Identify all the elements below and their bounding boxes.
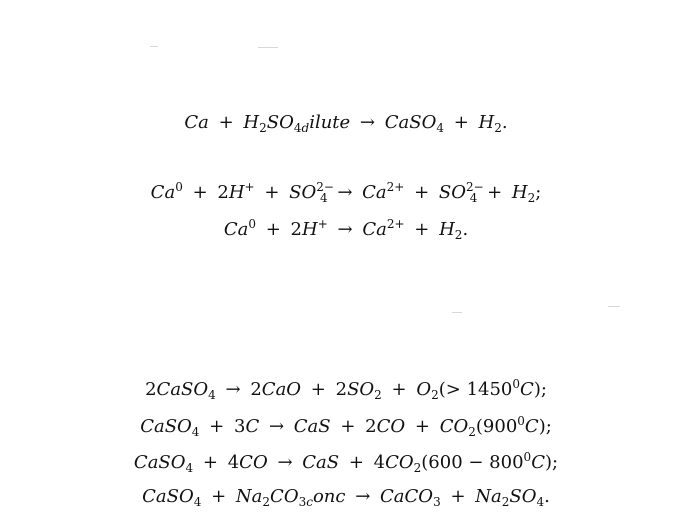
equation-lhs: $Ca^0 + 2H^+ + SO^{2-}_4$ xyxy=(150,180,334,205)
scan-speck xyxy=(608,306,620,307)
equation-rhs: $Ca^{2+} + H_2$. xyxy=(362,217,469,242)
equation-co-reduction xyxy=(0,452,692,474)
equation-lhs: Ca$^0$ + 2H+ xyxy=(223,217,328,240)
equation-lhs: CaSO$_4$ + 4CO xyxy=(133,452,268,475)
equation-lhs: $Ca + H_2SO_{4d}ilute$ xyxy=(184,112,351,135)
scan-speck xyxy=(258,47,278,48)
equation-rhs: CaS + $2CO + CO_2(900^0C)$; xyxy=(293,414,552,439)
reaction-arrow-icon: → xyxy=(337,182,353,203)
scan-speck xyxy=(452,312,462,313)
equation-ionic-full xyxy=(0,182,692,204)
equation-lhs: CaSO$_4$ + $Na_2CO_{3c}onc$ xyxy=(142,486,346,509)
equation-decomposition xyxy=(0,379,692,401)
equation-soda-exchange xyxy=(0,486,692,508)
reaction-arrow-icon: → xyxy=(359,112,376,133)
scan-speck xyxy=(150,46,158,47)
reaction-arrow-icon: → xyxy=(268,416,285,437)
reaction-arrow-icon: → xyxy=(337,219,353,240)
reaction-arrow-icon: → xyxy=(355,486,371,507)
equation-text-bindings xyxy=(0,0,1,1)
equation-rhs: CaCO$_3$ + $Na_2SO_4$. xyxy=(380,486,550,509)
equation-ionic-short xyxy=(0,219,692,241)
equation-lhs: CaSO$_4$ + 3C xyxy=(140,416,260,439)
equation-dilute-acid-reaction xyxy=(0,112,692,134)
equation-rhs: CaS + $4CO_2(600 - 800^0C)$; xyxy=(302,450,559,475)
equation-carbon-reduction xyxy=(0,416,692,438)
reaction-arrow-icon: → xyxy=(277,452,293,473)
reaction-arrow-icon: → xyxy=(225,379,241,400)
equation-rhs: $Ca^{2+} + SO^{2-}_4 + H_2$; xyxy=(362,180,542,205)
equation-lhs: 2CaSO$_4$ xyxy=(145,379,216,402)
equation-rhs: CaSO$_4$ + $H_2$. xyxy=(384,112,508,135)
equation-rhs: $2CaO + 2SO_2 + O_2(> 1450^0C)$; xyxy=(250,377,547,402)
dilute-acid-lhs-text xyxy=(0,0,1,1)
